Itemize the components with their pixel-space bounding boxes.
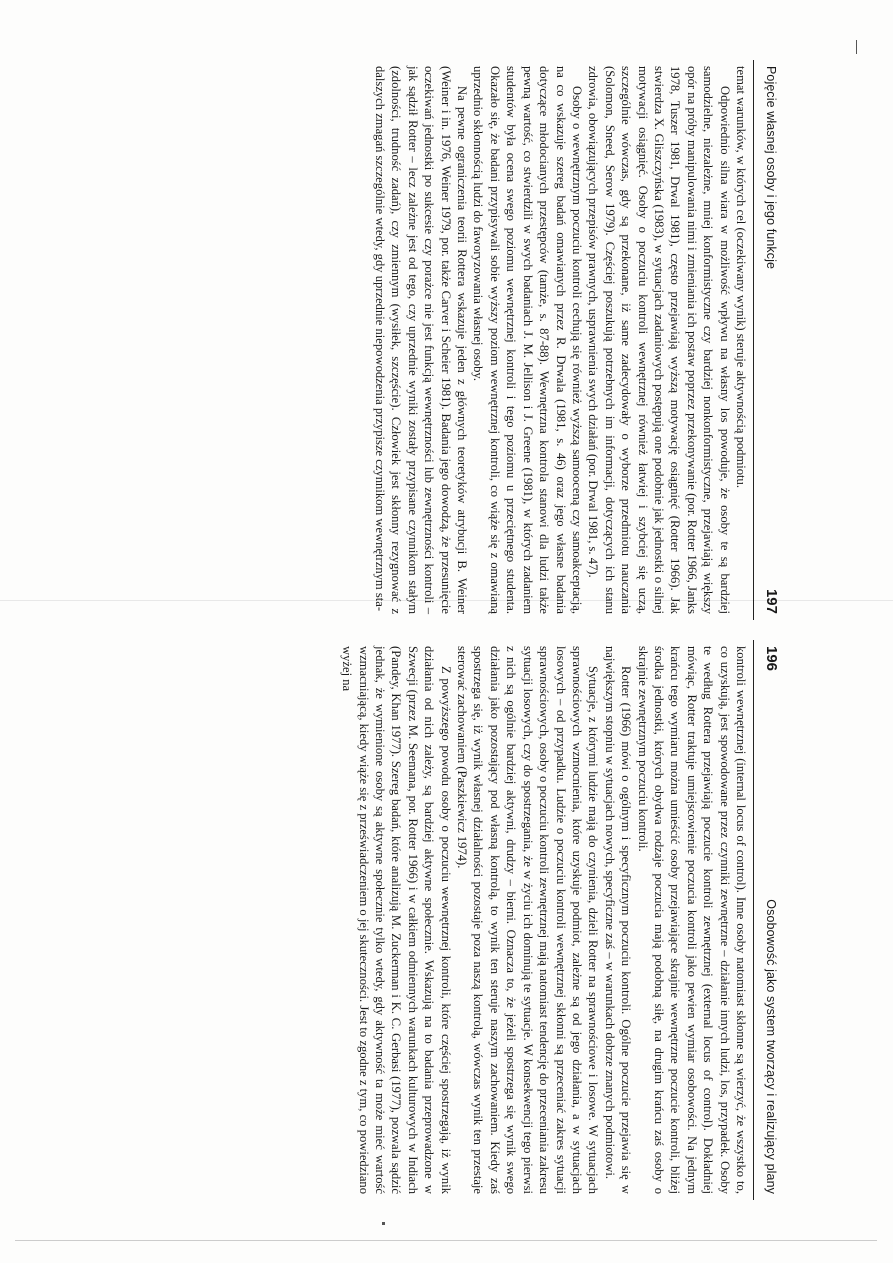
paragraph: Rotter (1966) mówi o ogólnym i specyficznym poczuciu kontroli. Ogólne poczucie przejawia się w największym stopniu w sytuacjach nowych, specyficzne zaś – w warunkach dobrze znanych podmiotowi. [602, 646, 634, 1194]
body-text-left [339, 640, 753, 1200]
page-number: 196 [763, 646, 780, 672]
paragraph: Z powyższego powodu osoby o poczuciu wewnętrznej kontroli, które częściej spostrzegają, iż wynik działania od nich zależy, są bardziej aktywne społecznie. Wskazują na to badania przeprowadzone w Szwecji (przez M. Seemana, por. Rotter 1966) i w całkiem odmiennych warunkach kulturowych w Indiach (Pandey, Khan 1977). Szereg badań, które analizują M. Zuckerman i K. C. Gerbasi (1977), pozwala sądzić jednak, że wymienione osoby są aktywne społecznie tylko wtedy, gdy aktywność ta może mieć wartość wzmacniającą, kiedy wiąże się z przeświadczeniem o jej skuteczności. Jest to zgodne z tym, co powiedziano wyżej na [340, 646, 453, 1194]
body-text-right [372, 60, 753, 620]
right-page [80, 60, 780, 620]
paragraph: Odpowiednio silna wiara w możliwość wpływu na własny los powoduje, że osoby te są bardziej samodzielne, niezależne, mniej konformistyczne czy bardziej nonkonformistyczne, przejawiają większy opór na próby manipulowania nimi i zmieniania ich postaw poprzez przekonywanie (por. Rotter 1966, Janks 1978, Tuszer 1981, Drwal 1981), często przejawiają wyższą motywację osiągnięć (Rotter 1966). Jak stwierdza X. Gliszczyńska (1983), w sytuacjach zadaniowych postępują one podobnie jak jednostki o silnej motywacji osiągnięć. Osoby o poczuciu kontroli wewnętrznej również łatwiej i szybciej się uczą, szczególnie wówczas, gdy są przekonane, iż same zadecydowały o wyborze przedmiotu nauczania (Solomon, Sneed, Serow 1979). Częściej poszukują potrzebnych im informacji, dotyczących ich stanu zdrowia, obowiązujących przepisów prawnych, usprawnienia swych działań (por. Drwal 1981, s. 47). [586, 66, 732, 614]
paragraph: Na pewne ograniczenia teorii Rottera wskazuje jeden z głównych teoretyków atrybucji B. Weiner (Weiner i in. 1976, Weiner 1979, por. także Carver i Scheier 1981). Badania jego dowodzą, że przesunięcie oczekiwań jednostki po sukcesie czy porażce nie jest funkcją wewnętrzności lub zewnętrzności kontroli – jak sądził Rotter – lecz zależne jest od tego, czy uprzednie wyniki zostały przypisane czynnikom stałym (zdolności, trudność zadań), czy zmiennym (wysiłek, szczęście). Człowiek jest skłonny rezygnować z dalszych zmagań szczególnie wtedy, gdy uprzednie niepowodzenia przypisze czynnikom wewnętrznym sta- [373, 66, 470, 614]
running-head-right [753, 60, 780, 620]
running-head-left [753, 640, 780, 1200]
scan-mark [382, 1222, 385, 1225]
paragraph: Sytuacje, z którymi ludzie mają do czynienia, dzieli Rotter na sprawnościowe i losowe. W sytuacjach sprawnościowych wzmocnienia, które uzyskuje podmiot, zależne są od jego działania, a w sytuacjach losowych – od przypadku. Ludzie o poczuciu kontroli wewnętrznej skłonni są przeceniać zakres sytuacji sprawnościowych, osoby o poczuciu kontroli zewnętrznej mają natomiast tendencję do przeceniania zakresu sytuacji losowych, czy do spostrzegania, że w życiu ich dominują te sytuacje. W konsekwencji tego pierwsi z nich są ogólnie bardziej aktywni, drudzy – bierni. Oznacza to, że jeżeli spostrzega się wynik swego działania jako pozostający pod własną kontrolą, to wynik ten steruje naszym zachowaniem. Kiedy zaś spostrzega się, iż wynik własnej działalności pozostaje poza naszą kontrolą, wówczas wynik ten przestaje sterować zachowaniem (Paszkiewicz 1974). [455, 646, 601, 1194]
paragraph: kontroli wewnętrznej (internal locus of control). Inne osoby natomiast skłonne są wierzyć, że wszystko to, co uzyskują, jest spowodowane przez czynniki zewnętrzne – działanie innych ludzi, los, przypadek. Osoby te według Rottera przejawiają poczucie kontroli zewnętrznej (external locus of control). Dokładniej mówiąc, Rotter traktuje umiejscowienie poczucia kontroli jako pewien wymiar osobowości. Na jednym krańcu tego wymiaru można umieścić osoby przejawiające skrajnie wewnętrzne poczucie kontroli, bliżej środka jednostki, których obydwa rodzaje poczucia mają podobną siłę, na drugim krańcu zaś osoby o skrajnie zewnętrznym poczuciu kontroli. [635, 646, 748, 1194]
running-head-title: Pojęcie własnej osoby i jego funkcje [764, 66, 778, 270]
scan-mark [856, 40, 857, 54]
running-head-title: Osobowość jako system tworzący i realizujący plany [764, 899, 778, 1194]
paragraph: Osoby o wewnętrznym poczuciu kontroli cechują się również wyższą samooceną czy samoakceptacją, na co wskazuje szereg badań omawianych przez R. Drwala (1981, s. 46) oraz jego własne badania dotyczące młodocianych przestępców (tamże, s. 87-88). Wewnętrzna kontrola stanowi dla ludzi także pewną wartość, co stwierdzili w swych badaniach J. M. Jellison i J. Greene (1981), w których zadaniem studentów była ocena swego poziomu wewnętrznej kontroli i tego poziomu u przeciętnego studenta. Okazało się, że badani przypisywali sobie wyższy poziom wewnętrznej kontroli, co wiąże się z omawianą uprzednio skłonnością ludzi do faworyzowania własnej osoby. [471, 66, 584, 614]
scan-edge-line [15, 1240, 877, 1241]
paragraph: temat warunków, w których cel (oczekiwany wynik) steruje aktywnością podmiotu. [734, 66, 748, 489]
left-page [80, 640, 780, 1200]
page-number: 197 [763, 588, 780, 614]
